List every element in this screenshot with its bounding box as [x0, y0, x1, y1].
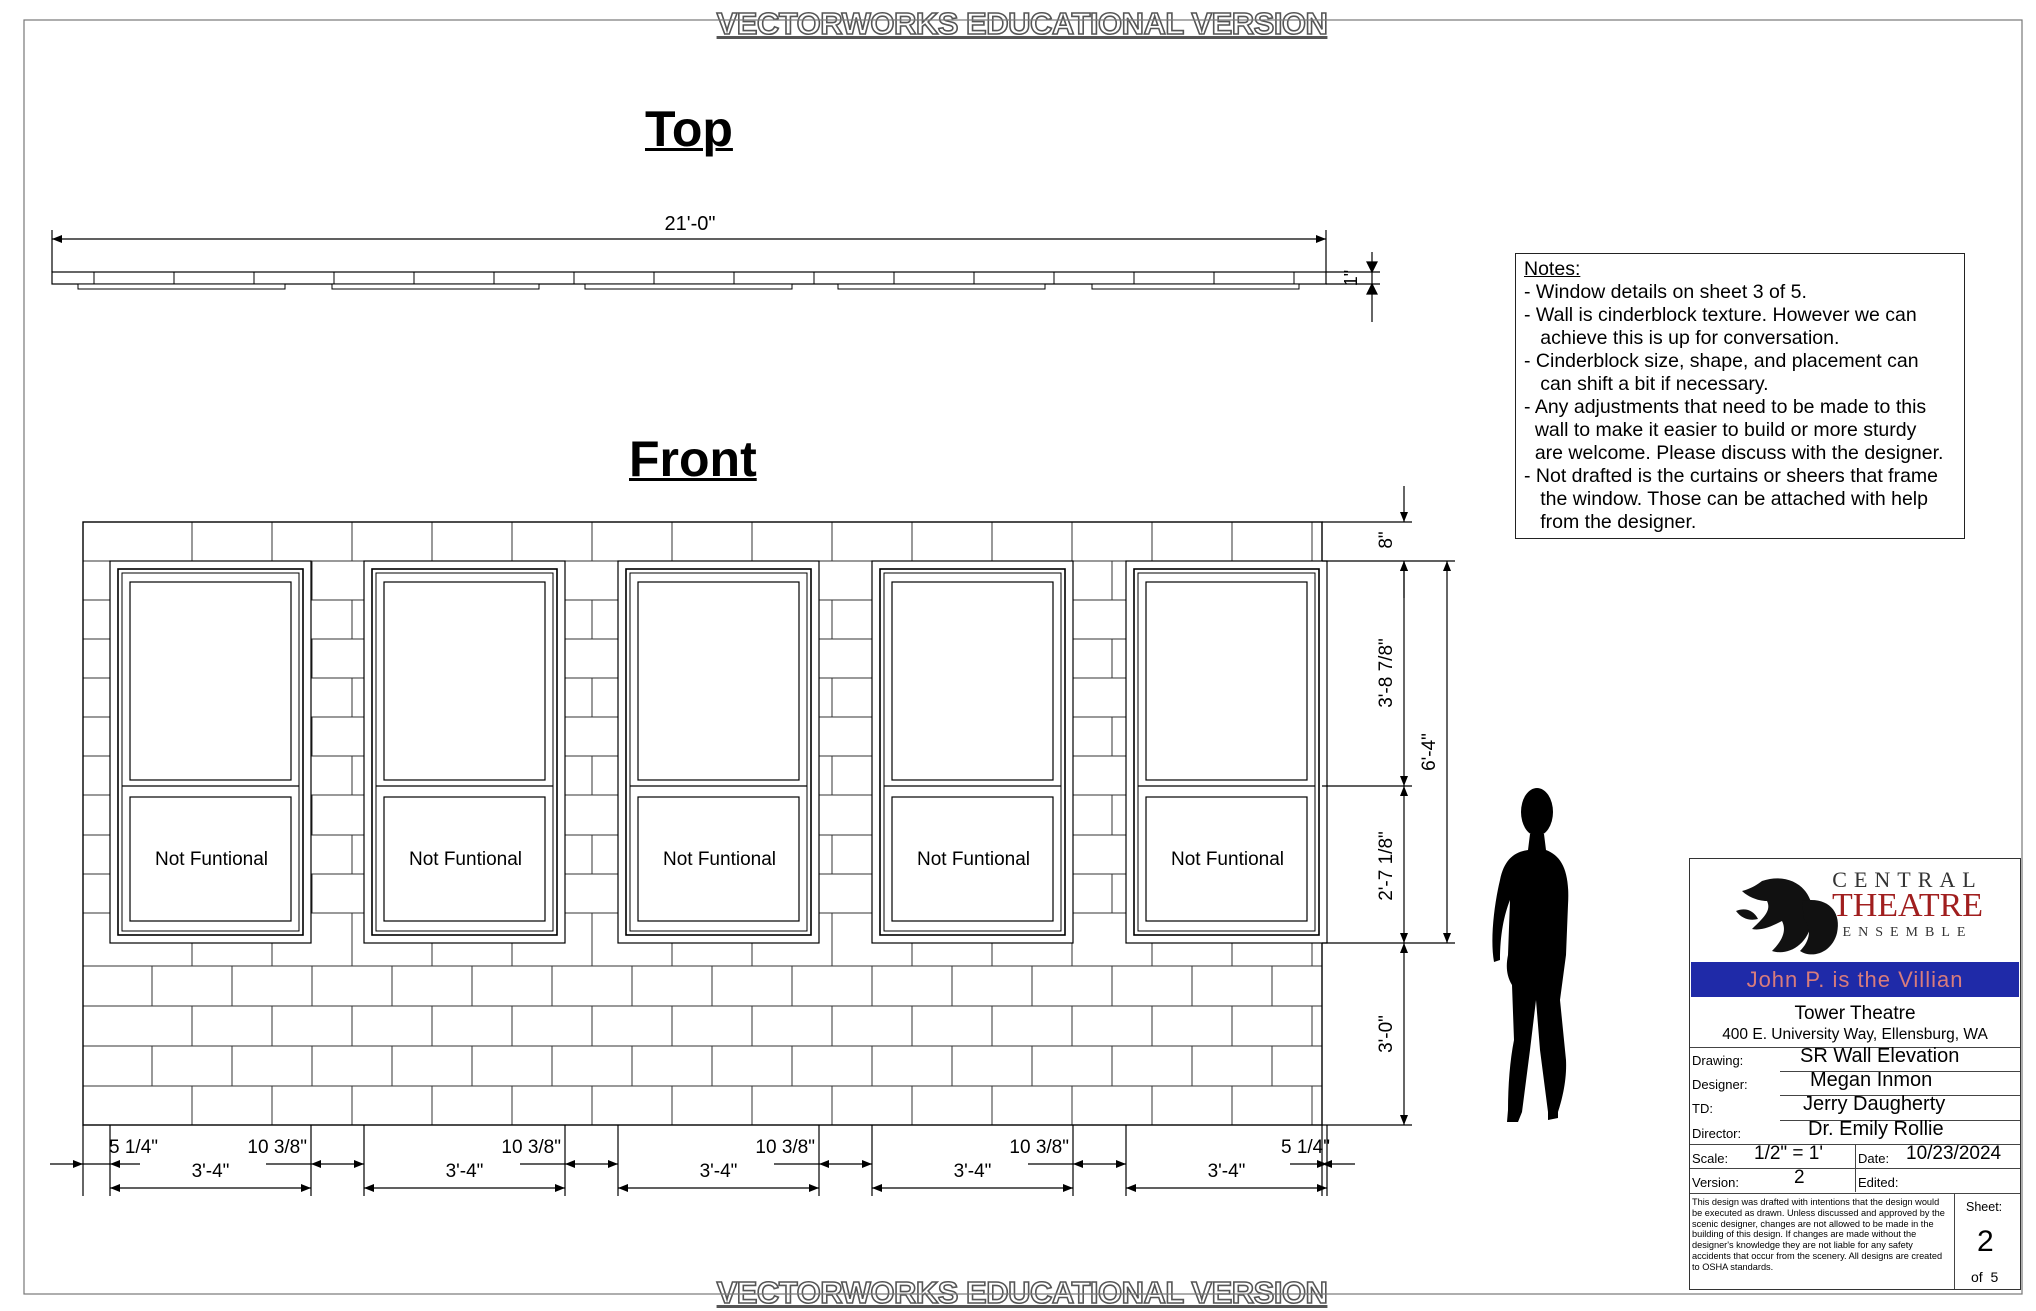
top-thickness-dim-label: 1" — [1341, 269, 1361, 287]
note-line: - Cinderblock size, shape, and placement can — [1524, 350, 1919, 372]
sheet-number: 2 — [1977, 1225, 1994, 1258]
version-label: Version: — [1692, 1175, 1739, 1190]
window-width-label: 3'-4" — [953, 1161, 992, 1182]
top-view-window-frame — [1092, 284, 1299, 289]
window-gap-label: 10 3/8" — [247, 1137, 307, 1158]
note-line: achieve this is up for conversation. — [1524, 327, 1840, 349]
front-view-title: Front — [629, 431, 757, 487]
dim-window-overall-label: 6'-4" — [1419, 733, 1440, 771]
window-gap-label: 10 3/8" — [755, 1137, 815, 1158]
designer-value: Megan Inmon — [1810, 1069, 1933, 1091]
end-gap-label-right: 5 1/4" — [1280, 1137, 1330, 1158]
note-line: - Any adjustments that need to be made to this — [1524, 396, 1927, 418]
top-view-window-frame — [585, 284, 792, 289]
watermark-bottom: VECTORWORKS EDUCATIONAL VERSION — [716, 1275, 1328, 1310]
upper-sash-pane — [1146, 582, 1307, 780]
drawing-value: SR Wall Elevation — [1800, 1045, 1960, 1067]
company-logo — [1690, 859, 2020, 962]
window-label: Not Funtional — [154, 849, 269, 870]
note-line: are welcome. Please discuss with the designer. — [1524, 442, 1944, 464]
drawing-label: Drawing: — [1692, 1053, 1744, 1068]
front-view-wall — [83, 522, 1327, 1125]
note-line: - Wall is cinderblock texture. However we can — [1524, 304, 1917, 326]
logo-line-2: THEATRE — [1831, 887, 1984, 924]
window-unit — [872, 561, 1073, 943]
window-unit — [1126, 561, 1327, 943]
top-view-window-frame — [332, 284, 539, 289]
top-view-title: Top — [645, 101, 733, 157]
director-label: Director: — [1692, 1126, 1742, 1141]
dim-lower-sash-label: 2'-7 1/8" — [1376, 831, 1397, 901]
note-line: can shift a bit if necessary. — [1524, 373, 1769, 395]
window-gap-label: 10 3/8" — [1009, 1137, 1069, 1158]
top-view-window-frame — [78, 284, 285, 289]
upper-sash-pane — [892, 582, 1053, 780]
production-banner: John P. is the Villian — [1691, 962, 2019, 997]
scale-label: Scale: — [1692, 1151, 1729, 1166]
title-block — [1689, 858, 2021, 1290]
end-gap-label-left: 5 1/4" — [109, 1137, 159, 1158]
note-line: wall to make it easier to build or more sturdy — [1524, 419, 1917, 441]
note-line: - Not drafted is the curtains or sheers that frame — [1524, 465, 1939, 487]
watermark-top: VECTORWORKS EDUCATIONAL VERSION — [716, 6, 1328, 41]
note-line: from the designer. — [1524, 511, 1697, 533]
window-width-label: 3'-4" — [1207, 1161, 1246, 1182]
window-label: Not Funtional — [1170, 849, 1285, 870]
logo-line-3: ENSEMBLE — [1842, 925, 1973, 940]
human-scale-figure — [1492, 788, 1568, 1122]
window-unit — [364, 561, 565, 943]
window-width-label: 3'-4" — [699, 1161, 738, 1182]
date-label: Date: — [1858, 1151, 1890, 1166]
window-unit — [618, 561, 819, 943]
window-gap-label: 10 3/8" — [501, 1137, 561, 1158]
sheet-label: Sheet: — [1966, 1200, 2003, 1214]
version-value: 2 — [1794, 1167, 1805, 1188]
edited-label: Edited: — [1858, 1175, 1899, 1190]
window-label: Not Funtional — [408, 849, 523, 870]
window-label: Not Funtional — [662, 849, 777, 870]
director-value: Dr. Emily Rollie — [1808, 1118, 1944, 1140]
top-view — [52, 230, 1380, 322]
top-view-wall — [52, 272, 1326, 284]
window-width-label: 3'-4" — [445, 1161, 484, 1182]
dim-top-band-label: 8" — [1376, 531, 1397, 549]
window-unit — [110, 561, 311, 943]
logo-line-1: CENTRAL — [1832, 867, 1983, 892]
note-line: - Window details on sheet 3 of 5. — [1524, 281, 1807, 303]
sheet-total: of 5 — [1971, 1269, 1999, 1285]
notes-box — [1515, 253, 1965, 539]
designer-label: Designer: — [1692, 1077, 1748, 1092]
top-view-window-frame — [838, 284, 1045, 289]
upper-sash-pane — [638, 582, 799, 780]
td-value: Jerry Daugherty — [1803, 1093, 1946, 1115]
dim-upper-sash-label: 3'-8 7/8" — [1376, 638, 1397, 708]
window-label: Not Funtional — [916, 849, 1031, 870]
venue-name: Tower Theatre — [1794, 1003, 1916, 1024]
upper-sash-pane — [130, 582, 291, 780]
note-line: the window. Those can be attached with help — [1524, 488, 1928, 510]
date-value: 10/23/2024 — [1906, 1143, 2002, 1164]
upper-sash-pane — [384, 582, 545, 780]
venue-address: 400 E. University Way, Ellensburg, WA — [1722, 1026, 1988, 1043]
disclaimer-text: This design was drafted with intentions that the design would be executed as drawn. Unless discussed and approved by the scenic designer, changes are not allowed to be made in the building of this design. If changes are made without the designer's knowledge they are not liable for any safety accidents that occur from the scenery. All designs are created to OSHA standards. — [1692, 1197, 1945, 1272]
td-label: TD: — [1692, 1101, 1713, 1116]
dim-bottom-band-label: 3'-0" — [1376, 1015, 1397, 1053]
top-width-dim-label: 21'-0" — [664, 213, 716, 235]
window-width-label: 3'-4" — [191, 1161, 230, 1182]
scale-value: 1/2" = 1' — [1754, 1143, 1824, 1164]
notes-heading: Notes: — [1524, 258, 1581, 280]
